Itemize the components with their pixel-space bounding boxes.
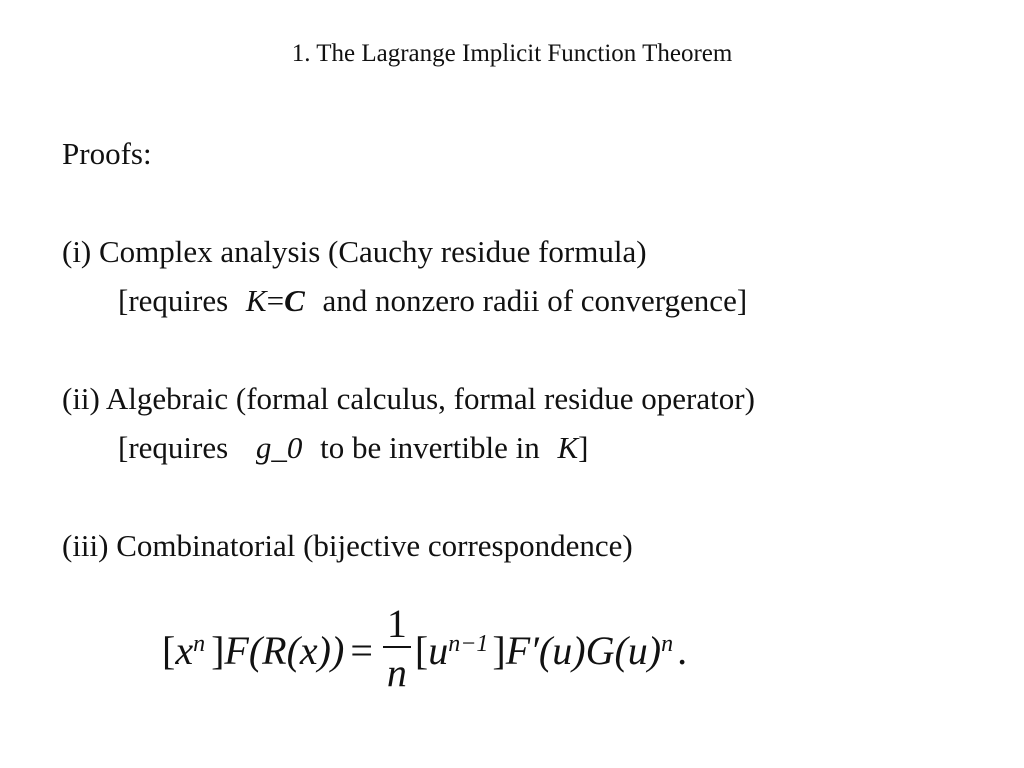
formula-lhs-x: x [175,627,194,673]
req-middle: to be invertible in [312,430,548,465]
proof-item-complex: (i) Complex analysis (Cauchy residue formula) [62,234,647,269]
formula-rhs-sup: n−1 [448,630,489,657]
fraction-denominator: n [386,650,407,695]
req-suffix: ] [578,430,589,465]
formula-equals: = [350,627,373,673]
proofs-heading: Proofs: [62,136,152,171]
formula-end: . [677,627,688,673]
formula-lhs-sup: n [193,630,206,657]
formula-rhs-u: u [428,627,449,673]
proof-item-algebraic: (ii) Algebraic (formal calculus, formal residue operator) [62,381,755,416]
formula-lhs-close: ] [211,627,225,673]
proof-requirement-complex [118,283,747,319]
req-var-k: K [245,283,267,318]
req-set-c: C [284,283,305,318]
formula-lhs-body: F(R(x)) [224,627,345,673]
lagrange-formula [162,590,687,710]
req-suffix: and nonzero radii of convergence] [314,283,748,318]
req-prefix: [requires [118,283,236,318]
formula-rhs-pow: n [661,630,674,657]
req-var-k: K [557,430,579,465]
fraction-numerator: 1 [386,601,407,646]
req-var-g0: g_0 [255,430,303,465]
formula-rhs-body: F′(u)G(u) [505,627,662,673]
req-eq: = [266,283,285,318]
slide-title: 1. The Lagrange Implicit Function Theorem [291,40,733,67]
proof-requirement-algebraic [118,430,588,466]
proof-item-combinatorial: (iii) Combinatorial (bijective correspondence) [62,528,633,563]
formula-lhs-open: [ [162,627,176,673]
formula-fraction [383,602,411,698]
formula-rhs-open: [ [414,627,429,673]
formula-rhs-close: ] [492,627,506,673]
req-prefix: [requires [118,430,236,465]
